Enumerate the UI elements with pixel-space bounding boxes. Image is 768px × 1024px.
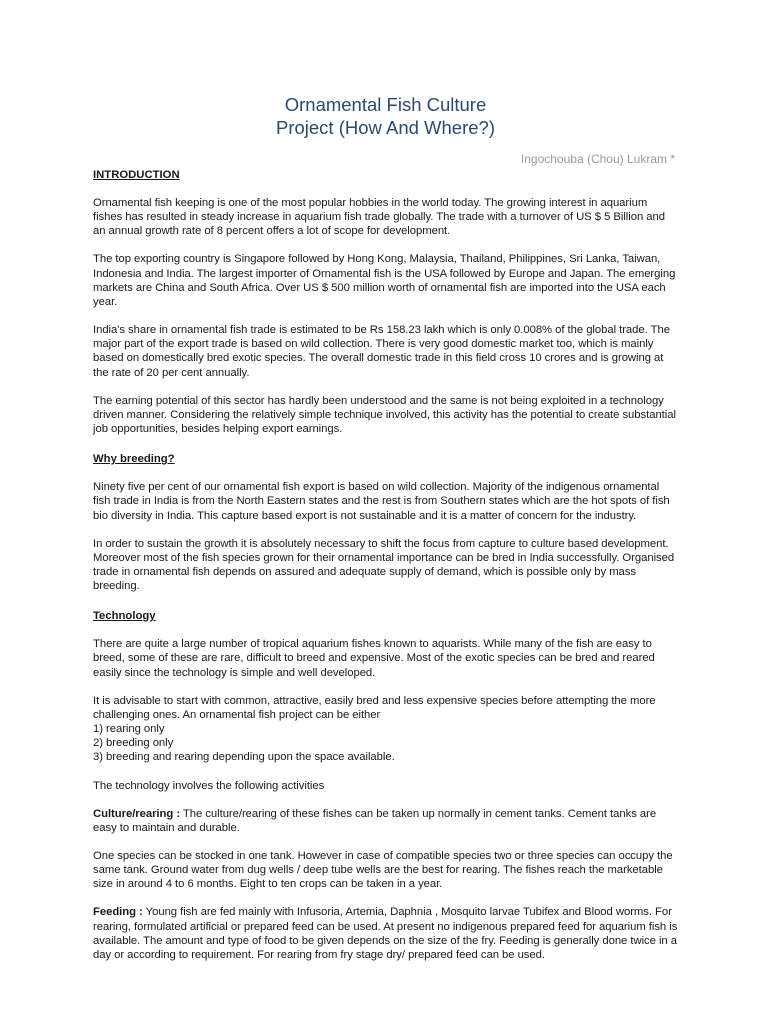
- list-item: 1) rearing only: [93, 723, 165, 736]
- culture-rearing-text: The culture/rearing of these fishes can be taken up normally in cement tanks. Cement tanks are easy to maintain and durable.: [93, 807, 657, 834]
- title-line-1: Ornamental Fish Culture: [284, 94, 487, 115]
- culture-rearing-paragraph: [93, 807, 678, 835]
- heading-why-breeding: Why breeding?: [93, 453, 175, 466]
- technology-paragraph-2: [93, 694, 678, 765]
- intro-paragraph-4: The earning potential of this sector has hardly been understood and the same is not being exploited in a technology driven manner. Considering the relatively simple technique involved, this activity has the potential to create substantial job opportunities, besides helping export earnings.: [93, 394, 676, 436]
- feeding-label: Feeding :: [93, 906, 143, 919]
- heading-technology: Technology: [93, 610, 156, 623]
- list-item: 3) breeding and rearing depending upon the space available.: [93, 751, 395, 764]
- intro-paragraph-2: The top exporting country is Singapore followed by Hong Kong, Malaysia, Thailand, Philippines, Sri Lanka, Taiwan, Indonesia and India. The largest importer of Ornamental fish is the USA followed by Europe and Japan. The emerging markets are China and South Africa. Over US $ 500 million worth of ornamental fish are imported into the USA each year.: [93, 253, 676, 308]
- technology-paragraph-1: There are quite a large number of tropical aquarium fishes known to aquarists. While many of the fish are easy to breed, some of these are rare, difficult to breed and expensive. Most of the exotic species can be bred and reared easily since the technology is simple and well developed.: [93, 638, 655, 679]
- technology-paragraph-2-text: It is advisable to start with common, attractive, easily bred and less expensive species before attempting the more challenging ones. An ornamental fish project can be either: [93, 694, 656, 721]
- why-breeding-paragraph-1: Ninety five per cent of our ornamental fish export is based on wild collection. Majority of the indigenous ornamental fish trade in India is from the North Eastern states and the rest is from Southern states which are the hot spots of fish bio diversity in India. This capture based export is not sustainable and it is a matter of concern for the industry.: [93, 481, 670, 522]
- title-line-2: Project (How And Where?): [275, 117, 495, 138]
- culture-rearing-label: Culture/rearing :: [93, 807, 181, 820]
- list-item: 2) breeding only: [93, 737, 174, 750]
- document-page: [93, 0, 678, 962]
- author-name: Ingochouba (Chou) Lukram *: [520, 152, 675, 166]
- intro-paragraph-3: India's share in ornamental fish trade is estimated to be Rs 158.23 lakh which is only 0.008% of the global trade. The major part of the export trade is based on wild collection. There is very good domestic market too, which is mainly based on domestically bred exotic species. The overall domestic trade in this field cross 10 crores and is growing at the rate of 20 per cent annually.: [93, 324, 670, 379]
- document-title: [93, 93, 678, 139]
- technology-paragraph-3: The technology involves the following activities: [93, 779, 325, 792]
- technology-paragraph-4: One species can be stocked in one tank. However in case of compatible species two or three species can occupy the same tank. Ground water from dug wells / deep tube wells are the best for rearing. The fishes reach the marketable size in around 4 to 6 months. Eight to ten crops can be taken in a year.: [93, 850, 673, 891]
- intro-paragraph-1: Ornamental fish keeping is one of the most popular hobbies in the world today. The growing interest in aquarium fishes has resulted in steady increase in aquarium fish trade globally. The trade with a turnover of US $ 5 Billion and an annual growth rate of 8 percent offers a lot of scope for development.: [93, 197, 665, 238]
- heading-introduction: INTRODUCTION: [93, 169, 180, 181]
- feeding-paragraph: [93, 905, 678, 962]
- feeding-text: Young fish are fed mainly with Infusoria, Artemia, Daphnia , Mosquito larvae Tubifex and Blood worms. For rearing, formulated artificial or prepared feed can be used. At present no indigenous prepared feed for aquarium fish is available. The amount and type of food to be given depends on the size of the fry. Feeding is generally done twice in a day or according to requirement. For rearing from fry stage dry/ prepared feed can be used.: [93, 906, 678, 961]
- why-breeding-paragraph-2: In order to sustain the growth it is absolutely necessary to shift the focus from capture to culture based development. Moreover most of the fish species grown for their ornamental importance can be bred in India successfully. Organised trade in ornamental fish depends on assured and adequate supply of demand, which is possible only by mass breeding.: [93, 537, 675, 593]
